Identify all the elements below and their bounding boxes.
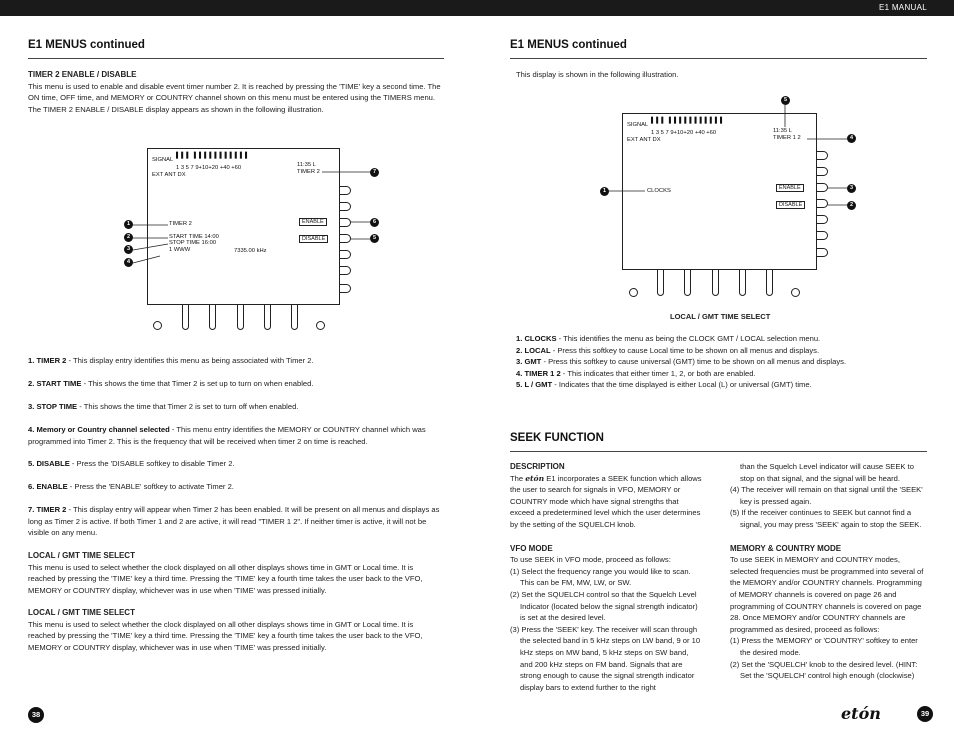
item-label: 2. START TIME [28, 379, 82, 388]
vfo-intro: To use SEEK in VFO mode, proceed as follows: [510, 555, 671, 565]
vfo-step-5: (5) If the receiver continues to SEEK but cannot find a signal, you may press 'SEEK' again to stop the SEEK. [730, 508, 922, 529]
eton-logo: etón [841, 704, 881, 723]
memory-country-heading: MEMORY & COUNTRY MODE [730, 543, 842, 553]
timer2-heading: TIMER 2 ENABLE / DISABLE [28, 70, 137, 79]
item-text: - Press the 'DISABLE softkey to disable Timer 2. [69, 459, 235, 468]
vfo-step-4: (4) The receiver will remain on that signal until the 'SEEK' key is pressed again. [730, 485, 923, 506]
timer-indicator: TIMER 1 2 [773, 135, 801, 141]
manual-label: E1 MANUAL [878, 3, 927, 12]
ext-ant-label: EXT ANT DX [152, 172, 186, 178]
timer2-line: TIMER 2 [169, 221, 192, 227]
gmt-select-heading: LOCAL / GMT TIME SELECT [28, 551, 135, 560]
brand-name: etón [525, 473, 545, 483]
memory-line: 1 WWW [169, 247, 191, 253]
memory-step-2: (2) Set the 'SQUELCH' knob to the desired level. (HINT: Set the 'SQUELCH' control high enough (clockwise) [730, 659, 918, 681]
timer2-intro: This menu is used to enable and disable event timer number 2. It is reached by pressing the 'TIME' key a second time. The ON time, OFF time, and MEMORY or COUNTRY channel shown on this menu must be entered using the TIMERS menu. The TIMER 2 ENABLE / DISABLE display appears as shown in the following illustration. [28, 81, 441, 114]
timer2-item-6 [28, 481, 442, 493]
item-label: 3. GMT [516, 357, 542, 367]
item-label: 4. TIMER 1 2 [516, 368, 561, 378]
item-text: - This display entry identifies this menu as being associated with Timer 2. [66, 356, 314, 365]
timer2-item-7 [28, 504, 442, 539]
gmt-select-section-1 [28, 550, 442, 596]
frequency-readout: 7335.00 kHz [234, 248, 267, 254]
gmt-select-section-2 [28, 607, 442, 653]
callout-3: 3 [847, 184, 856, 193]
clocks-line: CLOCKS [647, 188, 671, 194]
callout-4: 4 [124, 258, 133, 267]
callout-1: 1 [600, 187, 609, 196]
page-number-right: 39 [917, 706, 933, 722]
callout-lines [477, 0, 954, 310]
clock-readout: 11:35 L [297, 162, 316, 168]
gmt-select-text: This menu is used to select whether the clock displayed on all other displays shows time in GMT or Local time. It is reached by pressing the 'TIME' key a third time. Pressing the 'TIME' key a fourth time takes the user back to the VFO, MEMORY or COUNTRY display, whichever was in use when 'TIME' was pressed initially. [28, 562, 423, 595]
vfo-step-2: (2) Set the SQUELCH control so that the Squelch Level Indicator (located below the signal strength indicator) is set at the desired level. [510, 589, 698, 623]
enable-softkey-label: ENABLE [299, 218, 327, 226]
signal-label: SIGNAL [152, 157, 174, 163]
right-intro: This display is shown in the following illustration. [516, 70, 679, 79]
description-heading: DESCRIPTION [510, 462, 565, 471]
callout-2: 2 [847, 201, 856, 210]
signal-bars: ▌▌▌ ▌▌▌▌▌▌▌▌▌▌▌ [651, 118, 726, 124]
clock-item-2 [516, 345, 926, 357]
item-label: 1. TIMER 2 [28, 356, 67, 365]
item-text: - This shows the time that Timer 2 is set up to turn on when enabled. [81, 379, 314, 388]
timer-indicator: TIMER 2 [297, 169, 320, 175]
timer2-item-2 [28, 378, 442, 390]
enable-softkey-label: ENABLE [776, 184, 804, 192]
clock-item-4 [516, 368, 926, 380]
item-text: - This identifies the menu as being the CLOCK GMT / LOCAL selection menu. [556, 334, 821, 343]
vfo-step-3-continued: than the Squelch Level indicator will cause SEEK to stop on that signal, and the signal will be heard. [740, 462, 914, 483]
item-label: 5. L / GMT [516, 380, 553, 390]
seek-column-2 [730, 461, 926, 682]
stop-time-line: STOP TIME 16:00 [169, 240, 217, 246]
vfo-step-1: (1) Select the frequency range you would like to scan. This can be FM, MW, LW, or SW. [510, 566, 691, 588]
gmt-select-heading: LOCAL / GMT TIME SELECT [28, 608, 135, 617]
right-page [477, 0, 954, 738]
item-label: 6. ENABLE [28, 482, 68, 491]
callout-lines [0, 0, 477, 340]
vfo-heading: VFO MODE [510, 543, 553, 553]
item-label: 7. TIMER 2 [28, 505, 67, 514]
clock-item-3 [516, 356, 926, 368]
timer2-item-1 [28, 355, 442, 367]
disable-softkey-label: DISABLE [299, 235, 328, 243]
item-label: 4. Memory or Country channel selected [28, 425, 170, 434]
description-pre: The [510, 473, 526, 483]
callout-3: 3 [124, 245, 133, 254]
left-section-title: E1 MENUS continued [28, 39, 145, 51]
item-label: 2. LOCAL [516, 345, 551, 355]
item-text: - This display entry will appear when Timer 2 has been enabled. It will be present on all menus and displays as long as Timer 2 is active. If both Timer 1 and 2 are active, it will read "TIMER 1 2". If neither timer is active, it will not be visible on any menu. [28, 505, 440, 538]
page-number-left: 38 [28, 707, 44, 723]
clock-item-1 [516, 333, 926, 345]
signal-bars: ▌▌▌ ▌▌▌▌▌▌▌▌▌▌▌ [176, 153, 251, 159]
callout-2: 2 [124, 233, 133, 242]
callout-7: 7 [370, 168, 379, 177]
timer2-item-4 [28, 424, 442, 447]
timer2-item-3 [28, 401, 442, 413]
clock-item-5 [516, 379, 926, 391]
ext-ant-label: EXT ANT DX [627, 137, 661, 143]
vfo-step-3: (3) Press the 'SEEK' key. The receiver will scan through the selected band in 5 kHz steps on LW band, 9 or 10 kHz steps on MW band, 5 kHz steps on SW band, and 200 kHz steps on FM band. Signals that are strong enough to cause the signal strength indicator display bars to extend further to the right [510, 624, 701, 692]
description-text [510, 473, 703, 531]
illustration-caption: LOCAL / GMT TIME SELECT [670, 312, 771, 321]
item-label: 1. CLOCKS [516, 334, 557, 343]
seek-column-1 [510, 461, 703, 693]
description-body: E1 incorporates a SEEK function which allows the user to search for signals in VFO, MEMORY or COUNTRY mode which have signal strengths that exceed a predetermined level which the user determines by the setting of the SQUELCH knob. [510, 473, 702, 529]
callout-5: 5 [370, 234, 379, 243]
start-time-line: START TIME 14:00 [169, 234, 219, 240]
item-label: 3. STOP TIME [28, 402, 78, 411]
item-text: - This menu entry identifies the MEMORY or COUNTRY channel which was programmed into Timer 2. This is the frequency that will be received when timer 2 on time is reached. [28, 425, 426, 446]
memory-step-1: (1) Press the 'MEMORY' or 'COUNTRY' softkey to enter the desired mode. [730, 636, 918, 657]
item-text: - Press the 'ENABLE' softkey to activate Timer 2. [67, 482, 234, 491]
memory-country-text: To use SEEK in MEMORY and COUNTRY modes, selected frequencies must be programmed into several of the MEMORY and/or COUNTRY channels. Programming of MEMORY channels is covered on page 26 and programming of COUNTRY channels is covered on page 28. Once MEMORY and/or COUNTRY channels are programmed as desired, proceed as follows: [730, 555, 924, 634]
disable-softkey-label: DISABLE [776, 201, 805, 209]
signal-scale: 1 3 5 7 9+10+20 +40 +60 [176, 165, 242, 171]
seek-title-rule [510, 451, 927, 452]
right-section-title: E1 MENUS continued [510, 39, 627, 51]
item-text: - Indicates that the time displayed is either Local (L) or universal (GMT) time. [552, 380, 812, 390]
item-text: - Press this softkey to cause Local time to be shown on all menus and displays. [550, 345, 820, 355]
item-text: - Press this softkey to cause universal (GMT) time to be shown on all menus and displays. [541, 357, 847, 367]
signal-label: SIGNAL [627, 122, 649, 128]
callout-1: 1 [124, 220, 133, 229]
clock-readout: 11:35 L [773, 128, 792, 134]
item-text: - This indicates that either timer 1, 2, or both are enabled. [560, 368, 756, 378]
timer2-item-5 [28, 458, 442, 470]
callout-5: 5 [781, 96, 790, 105]
callout-4: 4 [847, 134, 856, 143]
callout-6: 6 [370, 218, 379, 227]
item-text: - This shows the time that Timer 2 is set to turn off when enabled. [77, 402, 299, 411]
gmt-select-text: This menu is used to select whether the clock displayed on all other displays shows time in GMT or Local time. It is reached by pressing the 'TIME' key a third time. Pressing the 'TIME' key a fourth time takes the user back to the VFO, MEMORY or COUNTRY display, whichever was in use when 'TIME' was pressed initially. [28, 619, 423, 652]
seek-function-title: SEEK FUNCTION [510, 432, 604, 444]
item-label: 5. DISABLE [28, 459, 70, 468]
signal-scale: 1 3 5 7 9+10+20 +40 +60 [651, 130, 717, 136]
